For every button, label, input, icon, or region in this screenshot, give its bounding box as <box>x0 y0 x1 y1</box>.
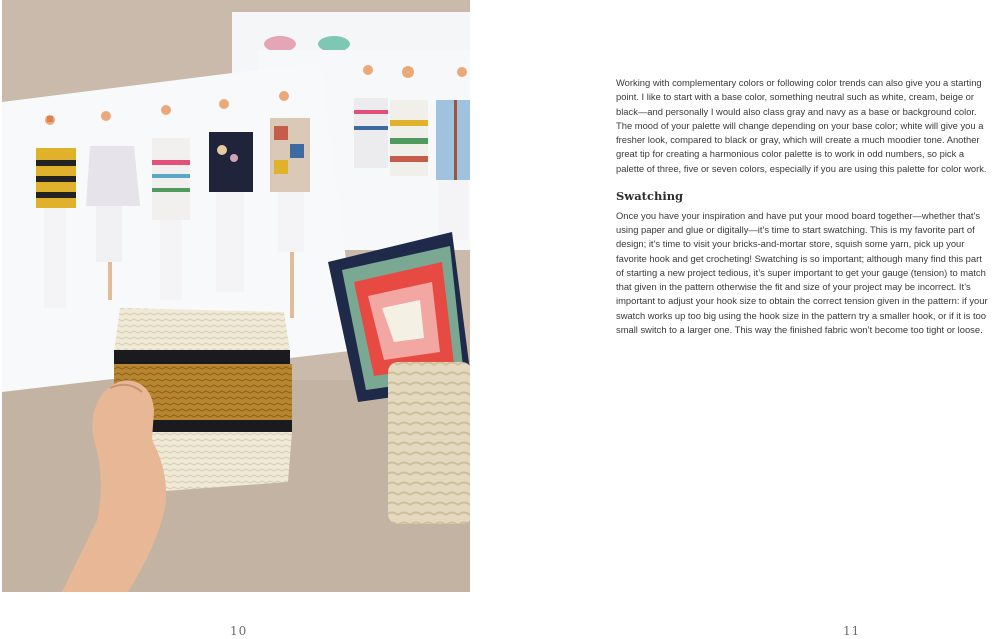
page-number-right: 11 <box>843 624 861 638</box>
body-text-column <box>616 76 992 337</box>
photo-illustration <box>2 0 470 592</box>
page-number-left: 10 <box>230 624 248 638</box>
swatching-paragraph: Once you have your inspiration and have put your mood board together—whether that’s using paper and glue or digitally—it’s time to start swatching. This is my favorite part of design; it’s time to visit your bricks-and-mortar store, squish some yarn, pick up your favorite hook and get crocheting! Swatching is so important; although many find this part of starting a new project tedious, it’s super important to get your gauge (tension) to match that given in the pattern otherwise the fit and size of your project may be incorrect. It’s important to adjust your hook size to obtain the correct tension given in the pattern: if your swatch works up too big using the hook size in the pattern try a smaller hook, or if it is too small switch to a larger one. This way the finished fabric won’t become too tight or loose. <box>616 209 988 335</box>
intro-paragraph: Working with complementary colors or following color trends can also give you a starting point. I like to start with a base color, something neutral such as white, cream, beige or black—and personally I would also class gray and navy as a base or background color. The mood of your palette will change depending on your base color; white will give you a fresher look, compared to black or gray, which will create a much moodier tone. Another great tip for creating a harmonious color palette is to work in odd numbers, so pick a palette of three, five or seven colors, especially if you are using this palette for color work. <box>616 77 987 174</box>
section-heading: Swatching <box>616 188 684 203</box>
crochet-photo <box>2 0 470 592</box>
